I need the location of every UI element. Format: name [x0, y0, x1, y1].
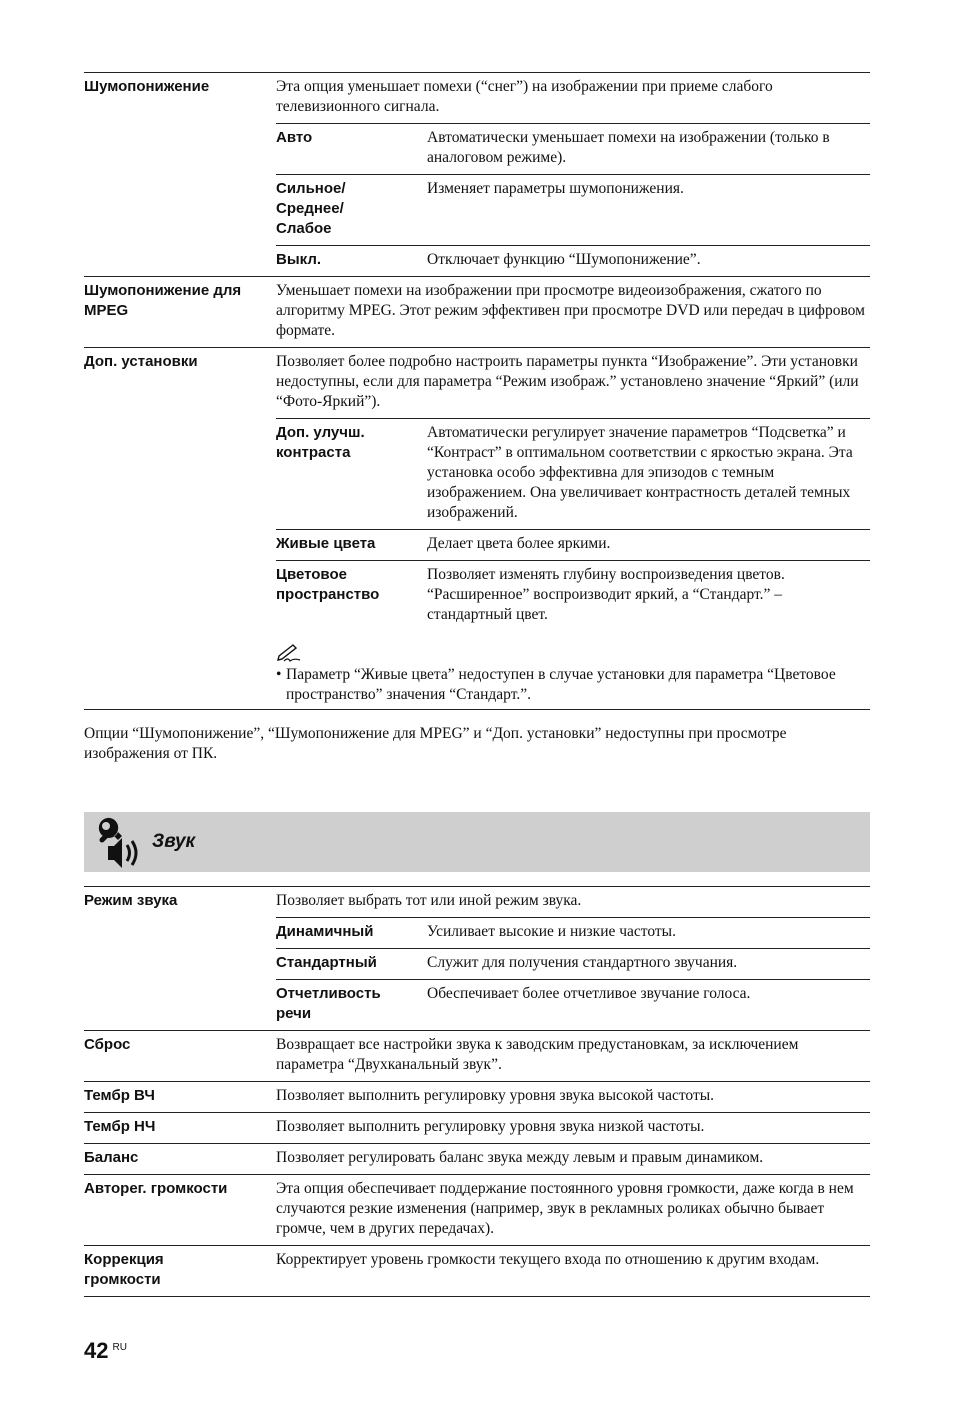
sub-option-description: Делает цвета более яркими. [427, 535, 611, 552]
setting-label: Коррекция громкости [84, 1251, 164, 1288]
setting-description: Возвращает все настройки звука к заводским предустановкам, за исключением параметра “Двухканальный звук”. [276, 1036, 799, 1073]
sub-option-description: Усиливает высокие и низкие частоты. [427, 923, 676, 940]
sub-option-description: Отключает функцию “Шумопонижение”. [427, 251, 701, 268]
setting-label: Авторег. громкости [84, 1180, 228, 1197]
sub-option-description: Служит для получения стандартного звучания. [427, 954, 738, 971]
table-row [84, 276, 870, 347]
table-row [84, 1112, 870, 1143]
setting-description: Позволяет выполнить регулировку уровня звука низкой частоты. [276, 1118, 705, 1135]
pencil-note-icon [276, 643, 302, 663]
sub-option-label: Авто [276, 129, 313, 146]
sub-option-row [276, 529, 870, 560]
picture-settings-table [84, 72, 870, 710]
sub-option-description: Автоматически регулирует значение параметров “Подсветка” и “Контраст” в оптимальном соответствии с яркостью экрана. Эта установка особо эффективна для эпизодов с темным изображением. Она увеличивает контрастность деталей темных изображений. [427, 424, 853, 521]
setting-label: Баланс [84, 1149, 139, 1166]
setting-description: Позволяет более подробно настроить параметры пункта “Изображение”. Эти установки недоступны, если для параметра “Режим изображ.” установлено значение “Яркий” (или “Фото-Яркий”). [276, 353, 859, 410]
sub-option-row [276, 245, 870, 276]
sub-option-label: Живые цвета [276, 535, 376, 552]
setting-description: Эта опция обеспечивает поддержание постоянного уровня громкости, даже когда в нем случаются резкие изменения (например, звук в рекламных роликах обычно бывает громче, чем в других передачах). [276, 1180, 854, 1237]
setting-label: Режим звука [84, 892, 178, 909]
table-row [84, 1030, 870, 1081]
table-row [84, 72, 870, 276]
sub-option-row [276, 418, 870, 529]
sub-option-label: Отчетливость речи [276, 985, 381, 1022]
setting-label: Шумопонижение для MPEG [84, 282, 242, 319]
sub-option-label: Доп. улучш. контраста [276, 424, 365, 461]
table-row [84, 1143, 870, 1174]
table-bottom-rule [84, 1296, 870, 1297]
section-title: Звук [152, 831, 196, 852]
table-row [84, 886, 870, 1030]
page-language-code: RU [112, 1342, 127, 1353]
sub-option-row [276, 123, 870, 174]
sub-option-row [276, 174, 870, 245]
table-row [84, 1245, 870, 1296]
sub-option-row [276, 560, 870, 631]
sub-option-label: Сильное/ Среднее/ Слабое [276, 180, 346, 237]
sub-option-description: Автоматически уменьшает помехи на изображении (только в аналоговом режиме). [427, 129, 830, 166]
setting-description: Позволяет выбрать тот или иной режим звука. [276, 892, 582, 909]
table-row [84, 1081, 870, 1112]
note-text: Параметр “Живые цвета” недоступен в случае установки для параметра “Цветовое пространство” значения “Стандарт.”. [286, 666, 836, 703]
sub-option-description: Изменяет параметры шумопонижения. [427, 180, 684, 197]
table-row [84, 1174, 870, 1245]
page-number-value: 42 [84, 1338, 109, 1363]
setting-label: Доп. установки [84, 353, 198, 370]
sound-settings-table [84, 886, 870, 1297]
setting-label: Тембр НЧ [84, 1118, 156, 1135]
sound-settings-icon [90, 812, 148, 872]
table-bottom-rule [84, 709, 870, 710]
section-header [84, 812, 870, 872]
sub-option-label: Цветовое пространство [276, 566, 380, 603]
sub-option-label: Динамичный [276, 923, 374, 940]
page-content [84, 72, 870, 1297]
setting-description: Корректирует уровень громкости текущего входа по отношению к другим входам. [276, 1251, 820, 1268]
setting-description: Уменьшает помехи на изображении при просмотре видеоизображения, сжатого по алгоритму MPEG. Этот режим эффективен при просмотре DVD или передач в цифровом формате. [276, 282, 865, 339]
setting-description: Позволяет выполнить регулировку уровня звука высокой частоты. [276, 1087, 715, 1104]
sub-option-label: Выкл. [276, 251, 322, 268]
setting-description: Эта опция уменьшает помехи (“снег”) на изображении при приеме слабого телевизионного сигнала. [276, 78, 773, 115]
setting-label: Тембр ВЧ [84, 1087, 155, 1104]
footer-note: Опции “Шумопонижение”, “Шумопонижение для MPEG” и “Доп. установки” недоступны при просмотре изображения от ПК. [84, 725, 787, 762]
sub-option-description: Обеспечивает более отчетливое звучание голоса. [427, 985, 751, 1002]
page-number [84, 1338, 127, 1361]
setting-label: Сброс [84, 1036, 131, 1053]
bullet-icon: • [276, 666, 282, 683]
note-block [276, 631, 870, 709]
sub-option-description: Позволяет изменять глубину воспроизведения цветов. “Расширенное” воспроизводит яркий, а “Стандарт.” – стандартный цвет. [427, 566, 785, 623]
setting-label: Шумопонижение [84, 78, 210, 95]
sub-option-row [276, 917, 870, 948]
sub-option-row [276, 979, 870, 1030]
sub-option-label: Стандартный [276, 954, 377, 971]
sub-option-row [276, 948, 870, 979]
table-row [84, 347, 870, 709]
setting-description: Позволяет регулировать баланс звука между левым и правым динамиком. [276, 1149, 764, 1166]
